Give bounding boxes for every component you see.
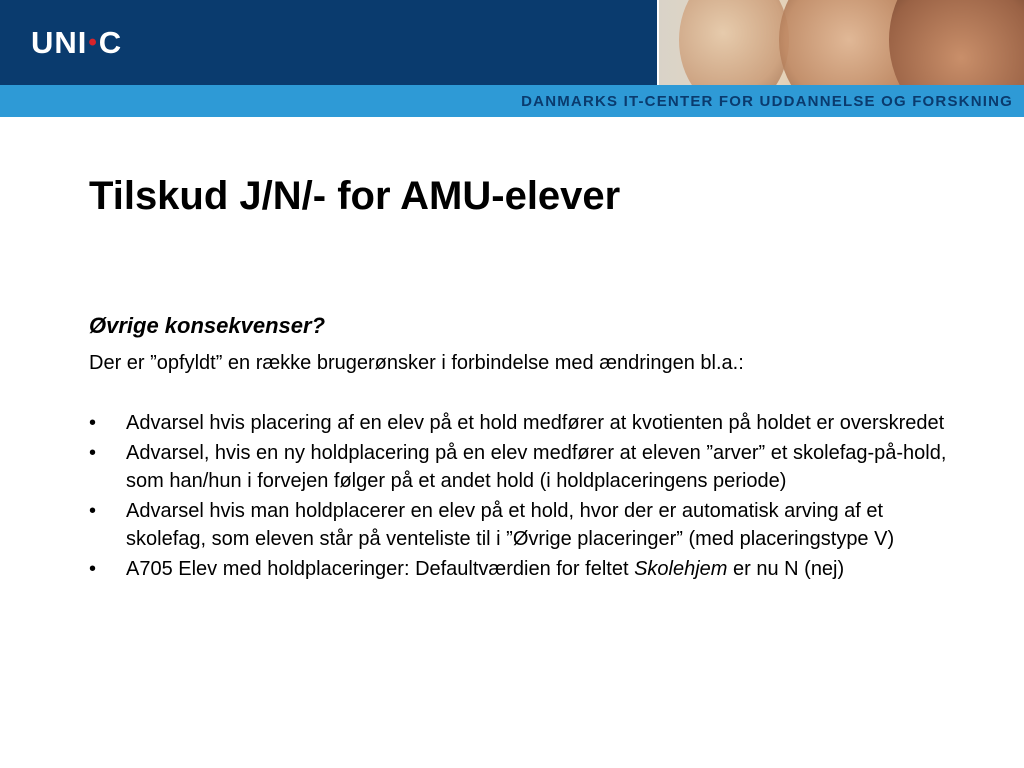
slide-intro: Der er ”opfyldt” en række brugerønsker i forbindelse med ændringen bl.a.: [89,352,744,374]
unic-logo: UNI•C [31,25,123,60]
bullet-list [89,409,949,583]
slide-title: Tilskud J/N/- for AMU-elever [89,174,621,218]
photo-face-1 [679,0,789,85]
slide-content [89,312,949,585]
header-tagline: DANMARKS IT-CENTER FOR UDDANNELSE OG FORSKNING [521,93,1013,110]
photo-face-3 [889,0,1024,85]
header-navy-band [0,0,1024,85]
bullet-marker: • [89,500,97,522]
bullet-text: Advarsel, hvis en ny holdplacering på en elev medfører at eleven ”arver” et skolefag-på-hold, som han/hun i forvejen følger på et andet hold (i holdplaceringens periode) [126,442,947,492]
bullet-item [89,555,949,583]
slide-subheading: Øvrige konsekvenser? [89,313,326,338]
logo-dot: • [88,29,98,56]
bullet-text-end: er nu N (nej) [727,558,845,580]
bullet-marker: • [89,412,97,434]
bullet-text: Advarsel hvis placering af en elev på et hold medfører at kvotienten på holdet er overskredet [126,412,945,434]
bullet-text: A705 Elev med holdplaceringer: Defaultværdien for feltet [126,558,635,580]
bullet-item [89,439,949,495]
bullet-marker: • [89,558,97,580]
bullet-marker: • [89,442,97,464]
header-photo [657,0,1024,85]
bullet-text: Advarsel hvis man holdplacerer en elev på et hold, hvor der er automatisk arving af et skolefag, som eleven står på venteliste til i ”Øvrige placeringer” (med placeringstype V) [126,500,895,550]
header-banner [0,0,1024,117]
bullet-item [89,497,949,553]
bullet-emphasis: Skolehjem [634,558,728,580]
bullet-item [89,409,949,437]
